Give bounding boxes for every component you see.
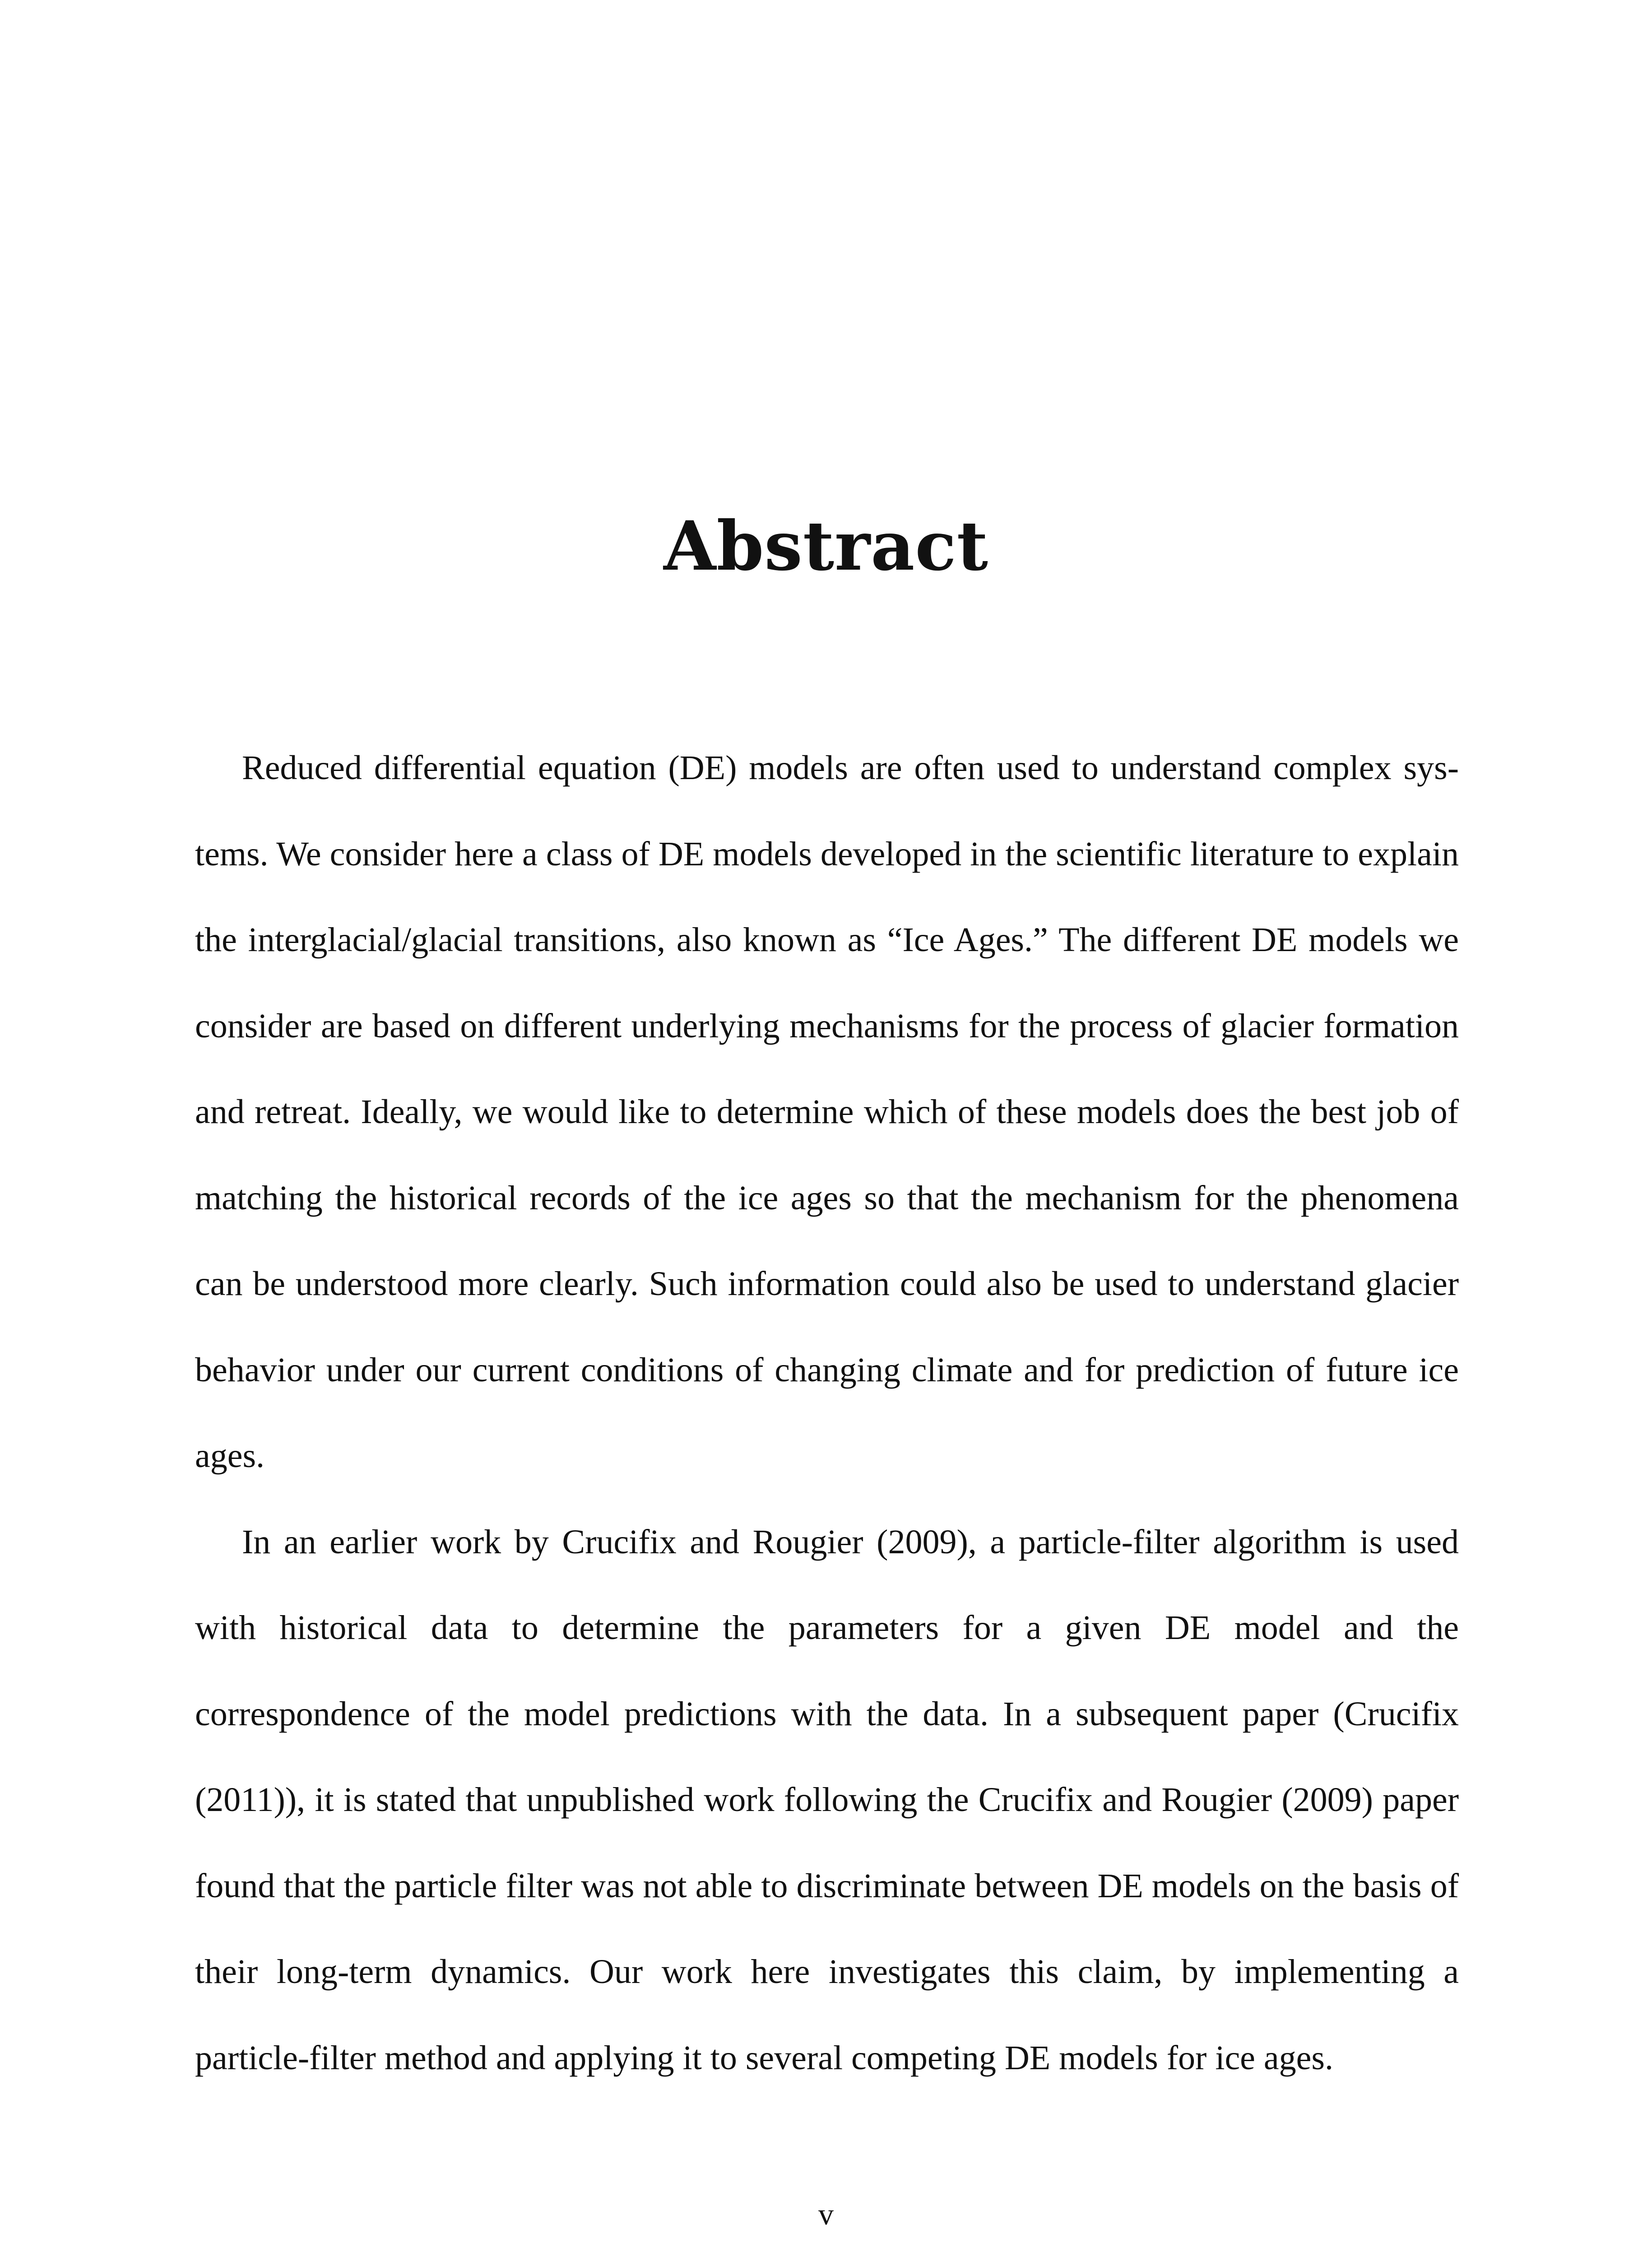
page-number: v (818, 2197, 834, 2231)
abstract-body (195, 725, 1459, 2101)
abstract-title: Abstract (664, 506, 988, 586)
abstract-paragraph-2: In an earlier work by Crucifix and Rougier (2009), a particle-filter algorithm is used with historical data to determine the parameters for a given DE model and the correspondence of the model predictions with the data. In a subsequent paper (Crucifix (2011)), it is stated that unpublished work following the Crucifix and Rougier (2009) paper found that the particle filter was not able to discriminate between DE models on the basis of their long-term dynamics. Our work here investigates this claim, by implementing a particle-filter method and applying it to several competing DE models for ice ages. (195, 1523, 1459, 2077)
abstract-paragraph-1: Reduced differential equation (DE) models are often used to understand complex systems. We consider here a class of DE models developed in the scientific literature to explain the interglacial/glacial transitions, also known as “Ice Ages.” The different DE models we consider are based on different underlying mechanisms for the process of glacier formation and retreat. Ideally, we would like to determine which of these models does the best job of matching the historical records of the ice ages so that the mechanism for the phenomena can be understood more clearly. Such information could also be used to understand glacier behavior under our current conditions of changing climate and for prediction of future ice ages. (195, 749, 1459, 1475)
